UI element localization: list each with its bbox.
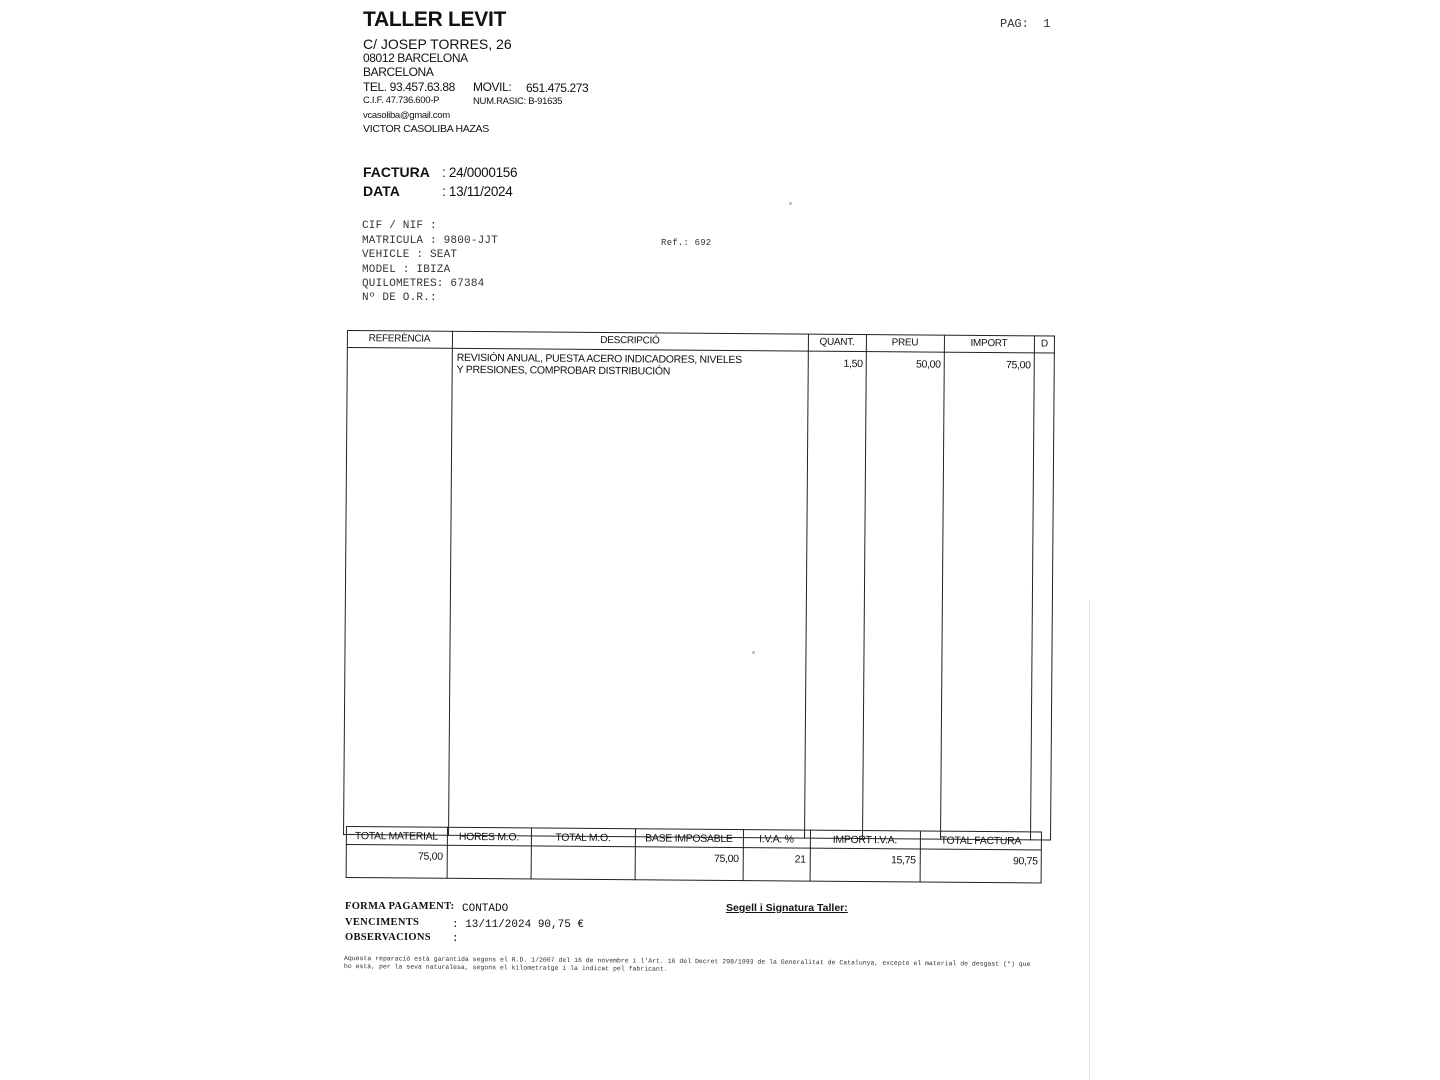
shop-phone: TEL. 93.457.63.88 (363, 80, 455, 94)
column-header-d: D (1040, 338, 1048, 350)
invoice-number-label: FACTURA (363, 164, 430, 180)
vehicle-make: VEHICLE : SEAT (362, 249, 458, 261)
invoice-date: : 13/11/2024 (442, 184, 513, 199)
vehicle-ref: Ref.: 692 (661, 238, 712, 248)
page-value: 1 (1043, 17, 1051, 31)
totals-header-material: TOTAL MATERIAL (354, 830, 438, 843)
page-label: PAG: (1000, 17, 1029, 31)
signature-label: Segell i Signatura Taller: (726, 902, 848, 914)
vehicle-plate: MATRICULA : 9800-JJT (362, 235, 499, 247)
row-amount: 75,00 (1005, 359, 1031, 372)
totals-header-vat-amount: IMPORT I.V.A. (832, 833, 898, 847)
shop-mobile: 651.475.273 (526, 81, 589, 95)
shop-email: vcasoliba@gmail.com (363, 110, 450, 121)
column-header-description: DESCRIPCIÓ (600, 334, 660, 347)
row-description-line1: REVISIÓN ANUAL, PUESTA ACERO INDICADORES, NIVELES (456, 351, 742, 367)
shop-cif: C.I.F. 47.736.600-P (363, 95, 440, 106)
totals-header-total: TOTAL FACTURA (940, 834, 1022, 848)
row-price: 50,00 (915, 358, 941, 371)
payment-notes: : (452, 933, 459, 945)
totals-vat-amount-value: 15,75 (890, 854, 916, 867)
page-number (1000, 17, 1050, 31)
vehicle-order: Nº DE O.R.: (362, 292, 437, 304)
totals-header-labor: TOTAL M.O. (555, 831, 611, 845)
totals-base-value: 75,00 (713, 852, 739, 866)
vehicle-cif-nif: CIF / NIF : (362, 220, 437, 232)
invoice-date-label: DATA (363, 183, 400, 199)
totals-material-value: 75,00 (417, 850, 443, 863)
line-items-table (343, 330, 1055, 841)
shop-owner: VICTOR CASOLIBA HAZAS (363, 123, 489, 135)
totals-header-base: BASE IMPOSABLE (645, 832, 733, 846)
scan-speck (789, 202, 792, 205)
totals-header-vat-pct: I.V.A. % (759, 833, 794, 846)
shop-address: C/ JOSEP TORRES, 26 (363, 36, 512, 52)
vehicle-km: QUILOMETRES: 67384 (362, 278, 485, 290)
shop-city: BARCELONA (363, 65, 434, 79)
legal-text: Aquesta reparació està garantida segons el R.D. 1/2007 del 16 de novembre i l'Art. 16 del Decret 298/1993 de la Generalitat de Catalunya, excepte el material de desgast (*) que ho està, per la seva naturalesa, segons el kilometratge i la indicat pel fabricant. (343, 955, 1031, 973)
payment-method: CONTADO (462, 903, 509, 915)
scan-edge (1089, 600, 1090, 1080)
totals-header-hours: HORES M.O. (458, 830, 519, 844)
totals-vat-pct-value: 21 (794, 853, 806, 866)
shop-name: TALLER LEVIT (363, 8, 507, 31)
row-quantity: 1,50 (843, 357, 863, 371)
row-description-line2: Y PRESIONES, COMPROBAR DISTRIBUCIÓN (456, 363, 671, 378)
payment-due: : 13/11/2024 90,75 € (452, 919, 585, 931)
payment-due-label: VENCIMENTS (345, 917, 420, 928)
payment-notes-label: OBSERVACIONS (345, 932, 431, 943)
vehicle-model: MODEL : IBIZA (362, 264, 451, 276)
scan-speck (752, 651, 755, 654)
column-header-quantity: QUANT. (819, 336, 855, 348)
column-header-amount: IMPORT (970, 337, 1008, 350)
column-header-price: PREU (891, 337, 919, 349)
totals-table (346, 826, 1042, 883)
invoice-number: : 24/0000156 (442, 165, 518, 180)
shop-registry: NUM.RASIC: B-91635 (473, 96, 563, 107)
payment-method-label: FORMA PAGAMENT: (345, 901, 455, 912)
shop-mobile-label: MOVIL: (473, 80, 512, 94)
shop-postal-code: 08012 BARCELONA (363, 51, 468, 65)
totals-total-value: 90,75 (1012, 855, 1038, 868)
column-header-reference: REFERÈNCIA (368, 333, 431, 345)
